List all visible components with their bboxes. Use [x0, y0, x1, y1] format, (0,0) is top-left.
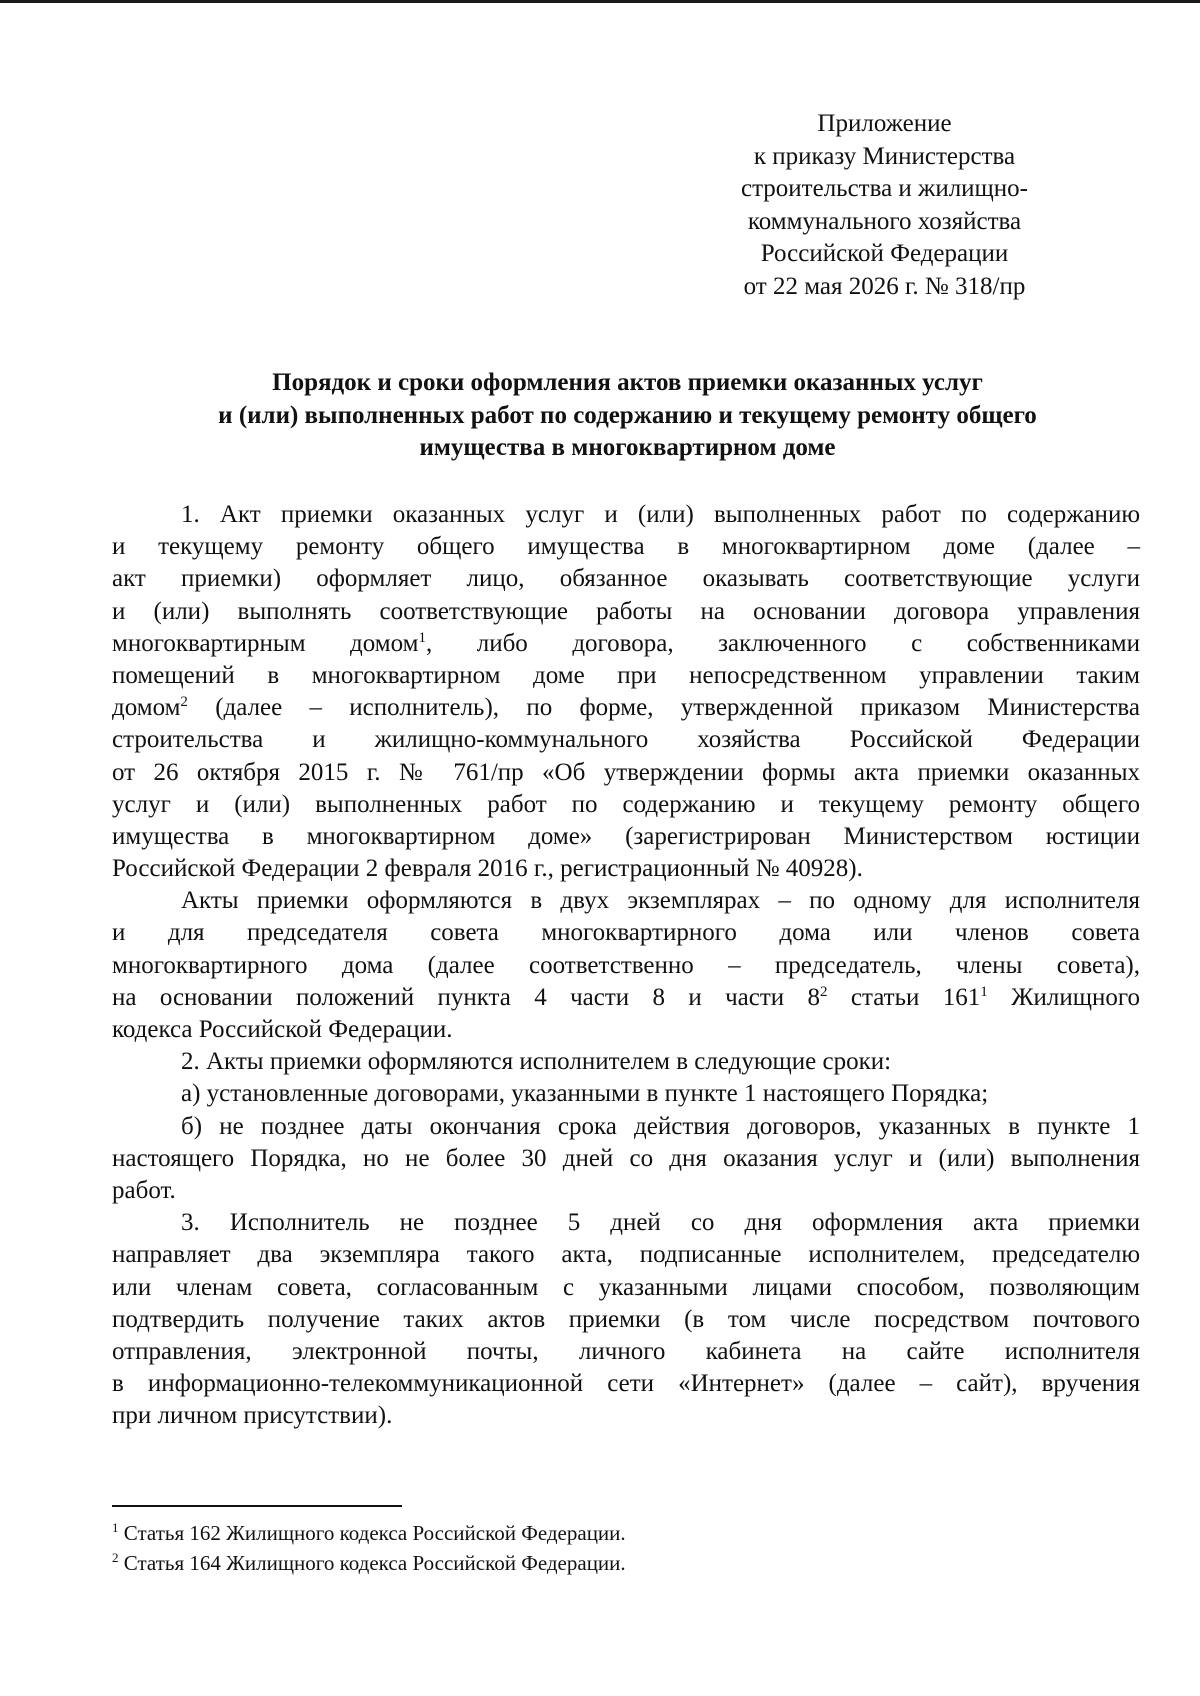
paragraph-line: б) не позднее даты окончания срока действия договоров, указанных в пункте 1	[181, 1112, 1140, 1140]
annex-line: Приложение	[817, 110, 952, 137]
document-title	[110, 367, 1145, 465]
paragraph-line: при личном присутствии).	[112, 1402, 393, 1430]
annex-line: коммунального хозяйства	[747, 207, 1022, 235]
title-line: Порядок и сроки оформления актов приемки оказанных услуг	[272, 369, 983, 396]
paragraph-line: Акты приемки оформляются в двух экземплярах – по одному для исполнителя	[181, 887, 1140, 915]
document-body	[112, 499, 1140, 1432]
paragraph	[112, 1207, 1140, 1432]
paragraph-line: а) установленные договорами, указанными в пункте 1 настоящего Порядка;	[181, 1080, 989, 1108]
paragraph-line: Российской Федерации 2 февраля 2016 г., регистрационный № 40928).	[112, 855, 863, 883]
paragraph	[112, 1078, 1140, 1110]
footnote-separator	[112, 1505, 402, 1507]
annex-header	[712, 108, 1057, 303]
paragraph-line: отправления, электронной почты, личного кабинета на сайте исполнителя	[112, 1337, 1140, 1365]
title-line: и (или) выполненных работ по содержанию и текущему ремонту общего	[218, 401, 1037, 429]
paragraph-line: на основании положений пункта 4 части 8 и части $8^2$ статьи $161^1$ Жилищного	[112, 983, 1140, 1011]
paragraph-line: услуг и (или) выполненных работ по содержанию и текущему ремонту общего	[112, 790, 1140, 818]
paragraph-line: 1. Акт приемки оказанных услуг и (или) выполненных работ по содержанию	[181, 501, 1140, 528]
footnote-mark: 1	[112, 1520, 119, 1535]
paragraph-line: и для председателя совета многоквартирного дома или членов совета	[112, 919, 1140, 947]
paragraph-line: строительства и жилищно-коммунального хозяйства Российской Федерации	[112, 726, 1140, 754]
paragraph-line: 3. Исполнитель не позднее 5 дней со дня оформления акта приемки	[181, 1209, 1140, 1237]
footnotes	[112, 1518, 1140, 1578]
paragraph-line: от 26 октября 2015 г. № 761/пр «Об утверждении формы акта приемки оказанных	[112, 758, 1140, 786]
paragraph	[112, 1111, 1140, 1208]
paragraph-line: и текущему ремонту общего имущества в многоквартирном доме (далее –	[112, 533, 1140, 561]
paragraph-line: настоящего Порядка, но не более 30 дней со дня оказания услуг и (или) выполнения	[112, 1144, 1140, 1172]
paragraph-line: или членам совета, согласованным с указанными лицами способом, позволяющим	[112, 1273, 1140, 1301]
paragraph-line: кодекса Российской Федерации.	[112, 1016, 453, 1043]
paragraph	[112, 885, 1140, 1046]
scan-edge	[0, 0, 1200, 3]
paragraph-line: помещений в многоквартирном доме при непосредственном управлении таким	[112, 661, 1140, 689]
footnote-text: Статья 164 Жилищного кодекса Российской Федерации.	[118, 1551, 626, 1575]
paragraph-line: многоквартирного дома (далее соответственно – председатель, члены совета),	[112, 951, 1140, 979]
footnote-reference: 1	[980, 983, 988, 1000]
title-line: имущества в многоквартирном доме	[419, 434, 836, 461]
paragraph-line: 2. Акты приемки оформляются исполнителем в следующие сроки:	[181, 1048, 892, 1076]
footnote-reference: 2	[180, 694, 188, 711]
footnote-reference: 1	[418, 629, 426, 646]
paragraph-line: направляет два экземпляра такого акта, подписанные исполнителем, председателю	[112, 1241, 1140, 1269]
paragraph-line: многоквартирным домом$^1$, либо договора, заключенного с собственниками	[112, 629, 1140, 657]
paragraph-line: и (или) выполнять соответствующие работы на основании договора управления	[112, 597, 1140, 625]
footnote	[112, 1548, 1140, 1578]
paragraph-line: подтвердить получение таких актов приемки (в том числе посредством почтового	[112, 1305, 1140, 1333]
footnote	[112, 1518, 1140, 1548]
footnote-mark: 2	[112, 1550, 119, 1565]
paragraph-line: имущества в многоквартирном доме» (зарегистрирован Министерством юстиции	[112, 822, 1140, 850]
paragraph	[112, 1046, 1140, 1078]
annex-line: Российской Федерации	[760, 240, 1009, 267]
paragraph-line: в информационно-телекоммуникационной сети «Интернет» (далее – сайт), вручения	[112, 1370, 1140, 1398]
paragraph-line: домом$^2$ (далее – исполнитель), по форме, утвержденной приказом Министерства	[112, 694, 1140, 722]
footnote-reference: 2	[820, 983, 828, 1000]
paragraph-line: работ.	[112, 1176, 176, 1204]
paragraph-line: акт приемки) оформляет лицо, обязанное оказывать соответствующие услуги	[112, 565, 1140, 593]
paragraph	[112, 499, 1140, 885]
annex-line: к приказу Министерства	[753, 142, 1016, 170]
annex-line: от 22 мая 2026 г. № 318/пр	[743, 272, 1026, 300]
annex-line: строительства и жилищно-	[740, 175, 1029, 202]
footnote-text: Статья 162 Жилищного кодекса Российской Федерации.	[118, 1521, 626, 1545]
